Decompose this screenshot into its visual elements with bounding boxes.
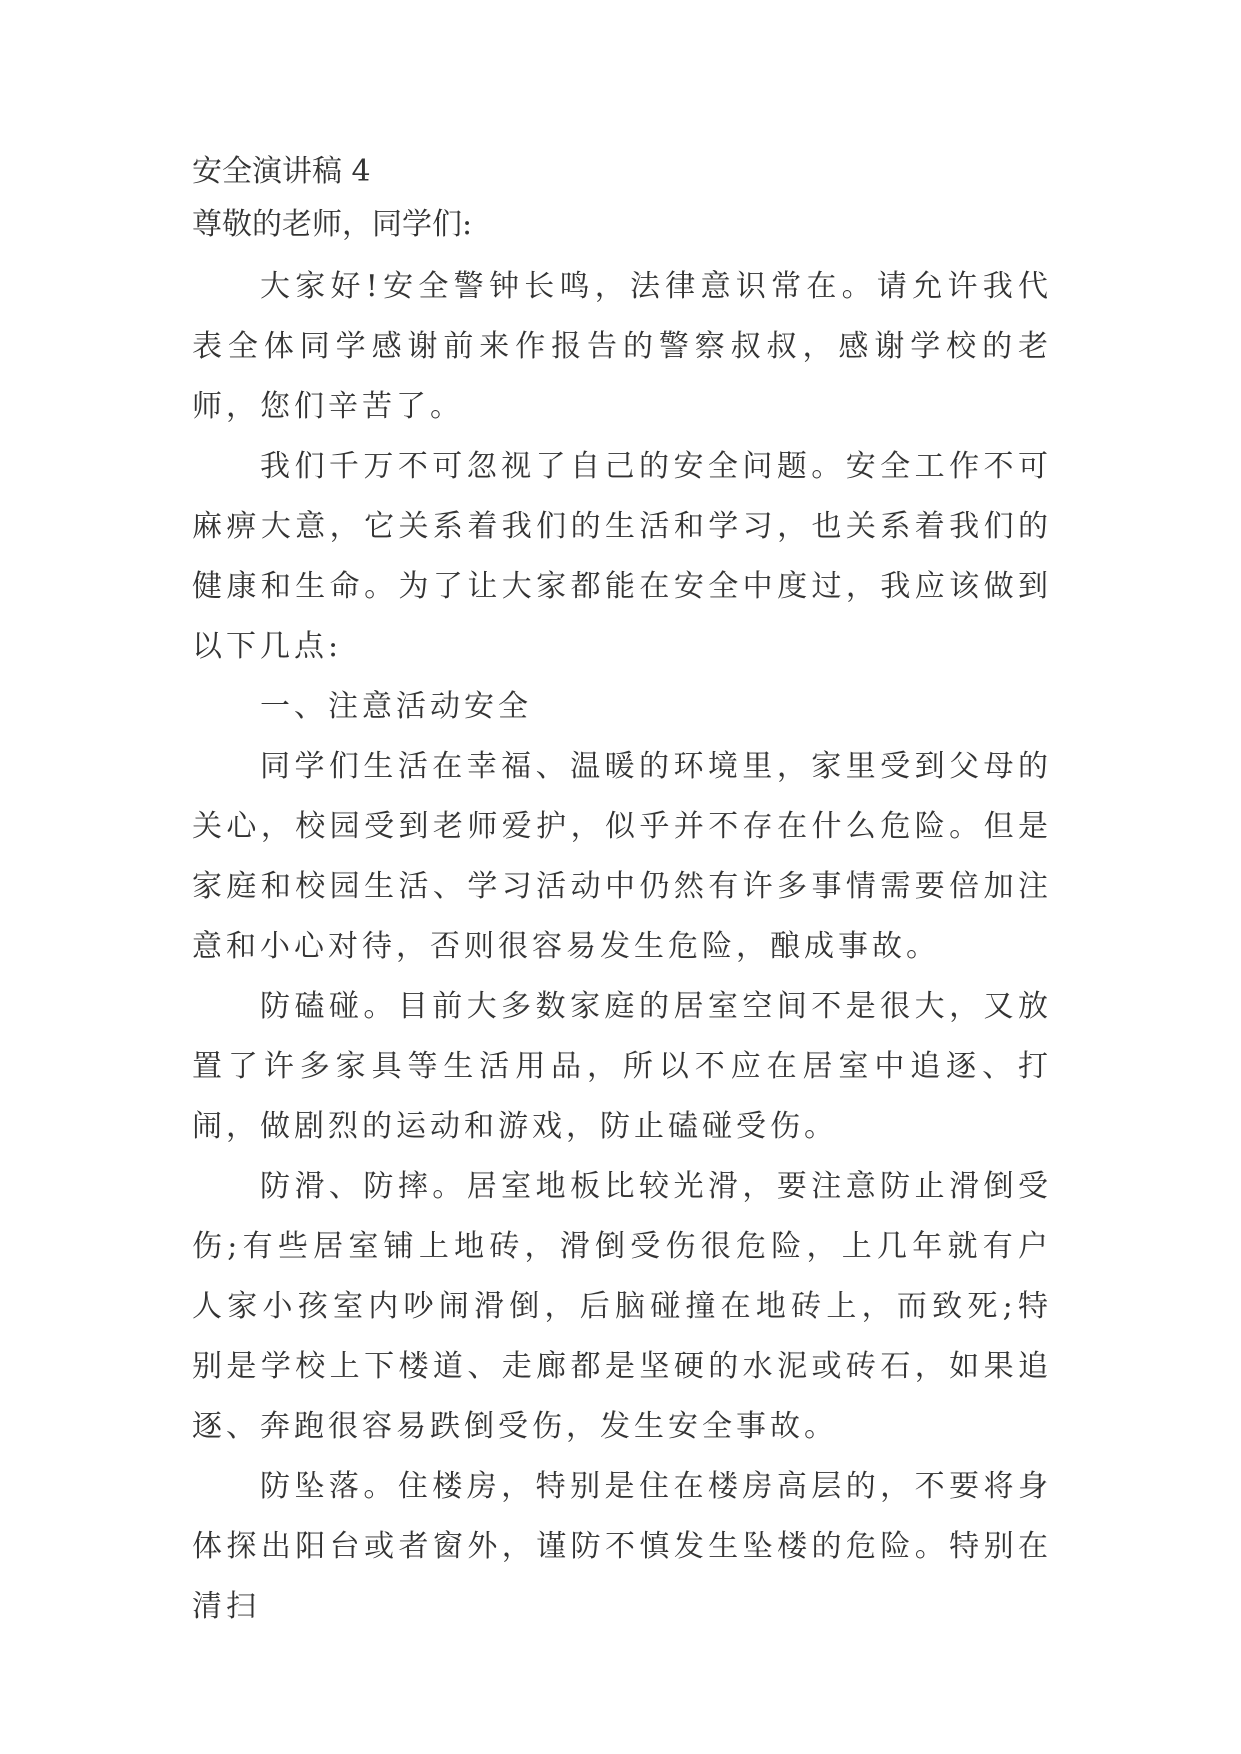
section-heading: 一、注意活动安全 [260,689,532,724]
document-title: 安全演讲稿 4 [192,154,371,189]
paragraph-section-intro: 同学们生活在幸福、温暖的环境里，家里受到父母的关心，校园受到老师爱护，似乎并不存在什么危险。但是家庭和校园生活、学习活动中仍然有许多事情需要倍加注意和小心对待，否则很容易发生危险，酿成事故。 [192,749,1052,964]
paragraph-greeting: 大家好!安全警钟长鸣，法律意识常在。请允许我代表全体同学感谢前来作报告的警察叔叔，感谢学校的老师，您们辛苦了。 [192,269,1052,424]
paragraph-anti-slip: 防滑、防摔。居室地板比较光滑，要注意防止滑倒受伤;有些居室铺上地砖，滑倒受伤很危险，上几年就有户人家小孩室内吵闹滑倒，后脑碰撞在地砖上，而致死;特别是学校上下楼道、走廊都是坚硬的水泥或砖石，如果追逐、奔跑很容易跌倒受伤，发生安全事故。 [192,1169,1052,1444]
salutation: 尊敬的老师，同学们: [192,207,473,242]
document-page [192,155,1052,1637]
paragraph-intro: 我们千万不可忽视了自己的安全问题。安全工作不可麻痹大意，它关系着我们的生活和学习，也关系着我们的健康和生命。为了让大家都能在安全中度过，我应该做到以下几点: [192,449,1052,664]
paragraph-anti-fall: 防坠落。住楼房，特别是住在楼房高层的，不要将身体探出阳台或者窗外，谨防不慎发生坠楼的危险。特别在清扫 [192,1469,1052,1624]
paragraph-anti-bump: 防磕碰。目前大多数家庭的居室空间不是很大，又放置了许多家具等生活用品，所以不应在居室中追逐、打闹，做剧烈的运动和游戏，防止磕碰受伤。 [192,989,1052,1144]
